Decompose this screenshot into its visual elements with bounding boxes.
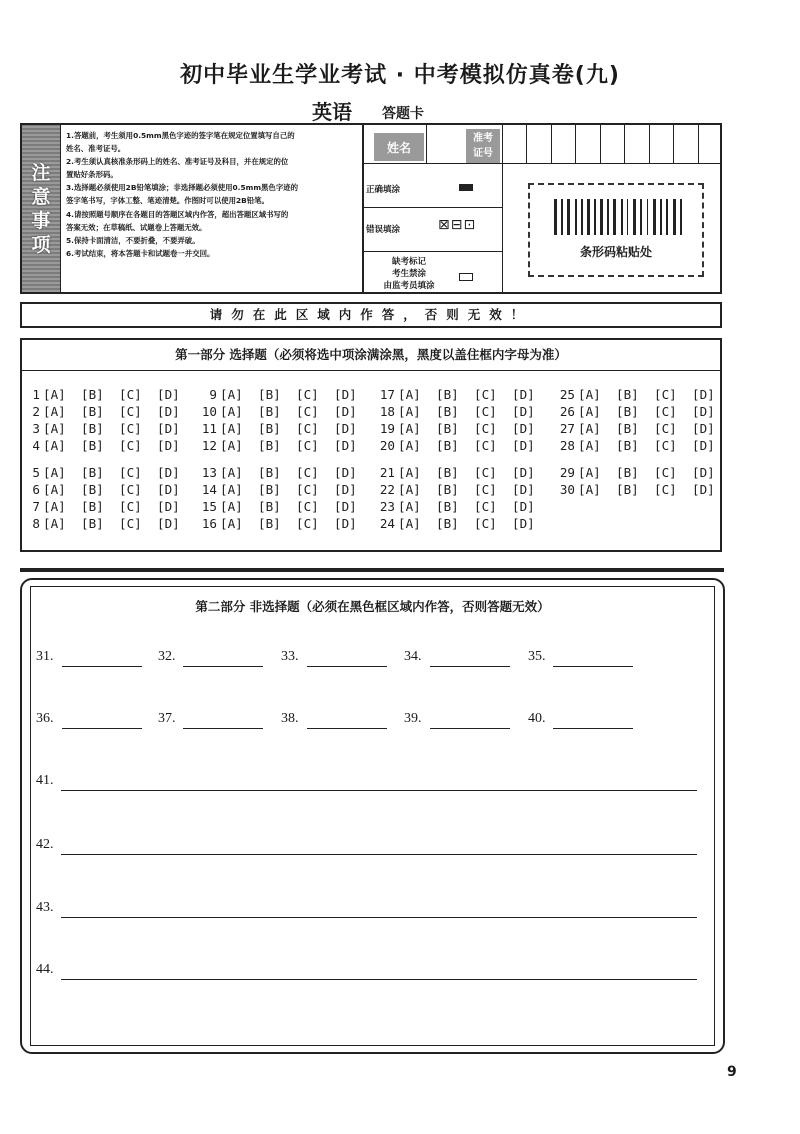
rule-line: 4.请按照题号顺序在各题目的答题区域内作答，超出答题区域书写的	[66, 209, 289, 219]
answer-blank-31[interactable]	[62, 666, 142, 667]
question-27-row	[557, 421, 730, 436]
option-bubble-b[interactable]: [B]	[258, 387, 281, 402]
option-bubble-b[interactable]: [B]	[436, 438, 459, 453]
option-bubble-d[interactable]: [D]	[512, 482, 535, 497]
option-bubble-d[interactable]: [D]	[157, 404, 180, 419]
answer-blank-33[interactable]	[307, 666, 387, 667]
option-bubble-b[interactable]: [B]	[436, 482, 459, 497]
option-bubble-a[interactable]: [A]	[43, 387, 66, 402]
question-number: 30	[559, 482, 575, 497]
option-bubble-a[interactable]: [A]	[398, 438, 421, 453]
option-bubble-a[interactable]: [A]	[398, 516, 421, 531]
option-bubble-b[interactable]: [B]	[81, 421, 104, 436]
option-bubble-b[interactable]: [B]	[81, 438, 104, 453]
digit-cell[interactable]	[649, 125, 673, 163]
divider	[362, 251, 502, 252]
digit-cell[interactable]	[551, 125, 575, 163]
question-12-row	[199, 438, 372, 453]
option-bubble-c[interactable]: [C]	[119, 482, 142, 497]
answer-blank-41[interactable]	[61, 790, 697, 791]
blank-label: 42.	[36, 837, 54, 852]
option-bubble-a[interactable]: [A]	[43, 404, 66, 419]
answer-card-label: 答题卡	[382, 106, 424, 122]
part2-section	[20, 578, 725, 1054]
option-bubble-a[interactable]: [A]	[220, 482, 243, 497]
question-17-row	[377, 387, 550, 402]
option-bubble-c[interactable]: [C]	[474, 482, 497, 497]
question-7-row	[28, 499, 195, 514]
option-bubble-c[interactable]: [C]	[296, 438, 319, 453]
rule-line: 姓名、准考证号。	[66, 144, 126, 154]
digit-cell[interactable]	[575, 125, 599, 163]
option-bubble-a[interactable]: [A]	[220, 421, 243, 436]
blank-label: 39.	[404, 711, 422, 726]
rule-line: 答案无效；在草稿纸、试题卷上答题无效。	[66, 222, 207, 232]
option-bubble-d[interactable]: [D]	[512, 499, 535, 514]
question-number: 22	[379, 482, 395, 497]
option-bubble-c[interactable]: [C]	[119, 499, 142, 514]
question-10-row	[199, 404, 372, 419]
answer-blank-35[interactable]	[553, 666, 633, 667]
question-number: 13	[201, 465, 217, 480]
question-29-row	[557, 465, 730, 480]
option-bubble-c[interactable]: [C]	[474, 438, 497, 453]
option-bubble-b[interactable]: [B]	[436, 516, 459, 531]
blank-label: 32.	[158, 649, 176, 664]
option-bubble-a[interactable]: [A]	[43, 482, 66, 497]
option-bubble-a[interactable]: [A]	[43, 465, 66, 480]
question-30-row	[557, 482, 730, 497]
option-bubble-d[interactable]: [D]	[157, 499, 180, 514]
question-8-row	[28, 516, 195, 531]
option-bubble-d[interactable]: [D]	[334, 516, 357, 531]
option-bubble-a[interactable]: [A]	[43, 421, 66, 436]
option-bubble-c[interactable]: [C]	[119, 465, 142, 480]
rule-line: 1.答题前，考生须用0.5mm黑色字迹的签字笔在规定位置填写自己的	[66, 131, 295, 140]
option-bubble-c[interactable]: [C]	[654, 421, 677, 436]
option-bubble-a[interactable]: [A]	[220, 438, 243, 453]
question-3-row	[28, 421, 195, 436]
question-number: 12	[201, 438, 217, 453]
rule-line: 签字笔书写，字体工整、笔迹清楚。作图时可以使用2B铅笔。	[66, 196, 269, 206]
option-bubble-a[interactable]: [A]	[578, 438, 601, 453]
question-number: 17	[379, 387, 395, 402]
absent-checkbox[interactable]	[459, 273, 473, 281]
option-bubble-b[interactable]: [B]	[616, 482, 639, 497]
option-bubble-a[interactable]: [A]	[220, 387, 243, 402]
option-bubble-b[interactable]: [B]	[81, 499, 104, 514]
question-21-row	[377, 465, 550, 480]
option-bubble-c[interactable]: [C]	[654, 465, 677, 480]
option-bubble-b[interactable]: [B]	[436, 499, 459, 514]
option-bubble-b[interactable]: [B]	[616, 421, 639, 436]
question-number: 18	[379, 404, 395, 419]
question-11-row	[199, 421, 372, 436]
correct-fill-sample	[459, 184, 473, 191]
question-20-row	[377, 438, 550, 453]
option-bubble-a[interactable]: [A]	[398, 404, 421, 419]
wrong-fill-sample: ⊠⊟⊡	[438, 217, 477, 233]
option-bubble-b[interactable]: [B]	[81, 387, 104, 402]
question-number: 7	[32, 499, 40, 514]
option-bubble-b[interactable]: [B]	[258, 482, 281, 497]
answer-blank-32[interactable]	[183, 666, 263, 667]
question-number: 6	[32, 482, 40, 497]
option-bubble-a[interactable]: [A]	[220, 465, 243, 480]
question-number: 23	[379, 499, 395, 514]
option-bubble-a[interactable]: [A]	[578, 387, 601, 402]
answer-blank-39[interactable]	[430, 728, 510, 729]
option-bubble-c[interactable]: [C]	[119, 421, 142, 436]
option-bubble-c[interactable]: [C]	[296, 465, 319, 480]
question-26-row	[557, 404, 730, 419]
question-5-row	[28, 465, 195, 480]
part1-section	[20, 338, 722, 552]
option-bubble-a[interactable]: [A]	[578, 482, 601, 497]
option-bubble-c[interactable]: [C]	[296, 404, 319, 419]
blank-label: 41.	[36, 773, 54, 788]
exam-info-box	[20, 123, 722, 294]
option-bubble-d[interactable]: [D]	[512, 465, 535, 480]
question-22-row	[377, 482, 550, 497]
rule-line: 2.考生须认真核准条形码上的姓名、准考证号及科目，并在规定的位	[66, 157, 289, 167]
digit-cell[interactable]	[698, 125, 722, 163]
option-bubble-b[interactable]: [B]	[258, 404, 281, 419]
question-number: 25	[559, 387, 575, 402]
question-number: 1	[32, 387, 40, 402]
option-bubble-c[interactable]: [C]	[474, 404, 497, 419]
barcode-icon	[554, 199, 682, 235]
option-bubble-b[interactable]: [B]	[436, 387, 459, 402]
question-number: 10	[201, 404, 217, 419]
question-number: 24	[379, 516, 395, 531]
option-bubble-c[interactable]: [C]	[654, 387, 677, 402]
option-bubble-c[interactable]: [C]	[296, 482, 319, 497]
question-number: 4	[32, 438, 40, 453]
option-bubble-a[interactable]: [A]	[398, 482, 421, 497]
answer-blank-37[interactable]	[183, 728, 263, 729]
blank-label: 36.	[36, 711, 54, 726]
question-number: 19	[379, 421, 395, 436]
wrong-fill-label: 错误填涂	[366, 225, 401, 235]
blank-label: 44.	[36, 962, 54, 977]
question-number: 5	[32, 465, 40, 480]
option-bubble-d[interactable]: [D]	[334, 387, 357, 402]
question-15-row	[199, 499, 372, 514]
option-bubble-b[interactable]: [B]	[258, 516, 281, 531]
option-bubble-a[interactable]: [A]	[578, 465, 601, 480]
question-19-row	[377, 421, 550, 436]
option-bubble-b[interactable]: [B]	[81, 404, 104, 419]
option-bubble-b[interactable]: [B]	[81, 482, 104, 497]
option-bubble-b[interactable]: [B]	[81, 465, 104, 480]
option-bubble-a[interactable]: [A]	[398, 499, 421, 514]
blank-label: 34.	[404, 649, 422, 664]
page-title: 初中毕业生学业考试 · 中考模拟仿真卷(九)	[180, 63, 620, 88]
question-number: 9	[209, 387, 217, 402]
subject-label: 英语	[312, 100, 352, 124]
exam-number-label: 准考 证号	[466, 129, 500, 163]
option-bubble-b[interactable]: [B]	[436, 421, 459, 436]
question-number: 20	[379, 438, 395, 453]
question-25-row	[557, 387, 730, 402]
option-bubble-a[interactable]: [A]	[578, 404, 601, 419]
option-bubble-c[interactable]: [C]	[119, 387, 142, 402]
part2-answer-frame	[30, 586, 715, 1046]
option-bubble-b[interactable]: [B]	[258, 438, 281, 453]
option-bubble-c[interactable]: [C]	[296, 516, 319, 531]
option-bubble-a[interactable]: [A]	[43, 438, 66, 453]
option-bubble-c[interactable]: [C]	[474, 499, 497, 514]
option-bubble-a[interactable]: [A]	[43, 499, 66, 514]
option-bubble-d[interactable]: [D]	[692, 465, 715, 480]
option-bubble-c[interactable]: [C]	[119, 404, 142, 419]
question-number: 14	[201, 482, 217, 497]
option-bubble-d[interactable]: [D]	[512, 516, 535, 531]
absent-mark-label: 缺考标记 考生禁涂 由监考员填涂	[383, 257, 435, 291]
option-bubble-b[interactable]: [B]	[616, 404, 639, 419]
option-bubble-a[interactable]: [A]	[43, 516, 66, 531]
option-bubble-b[interactable]: [B]	[436, 404, 459, 419]
rule-line: 6.考试结束，将本答题卡和试题卷一并交回。	[66, 248, 215, 258]
name-label: 姓名	[374, 133, 424, 161]
question-number: 27	[559, 421, 575, 436]
notice-side-label: 注 意 事 项	[22, 125, 61, 292]
question-1-row	[28, 387, 195, 402]
option-bubble-c[interactable]: [C]	[654, 482, 677, 497]
question-6-row	[28, 482, 195, 497]
blank-label: 35.	[528, 649, 546, 664]
answer-blank-36[interactable]	[62, 728, 142, 729]
correct-fill-label: 正确填涂	[366, 185, 401, 195]
question-2-row	[28, 404, 195, 419]
option-bubble-d[interactable]: [D]	[157, 387, 180, 402]
option-bubble-d[interactable]: [D]	[334, 438, 357, 453]
option-bubble-c[interactable]: [C]	[474, 465, 497, 480]
question-28-row	[557, 438, 730, 453]
no-answer-warning: 请勿在此区域内作答，否则无效！	[20, 302, 722, 328]
blank-label: 33.	[281, 649, 299, 664]
option-bubble-c[interactable]: [C]	[474, 387, 497, 402]
answer-blank-40[interactable]	[553, 728, 633, 729]
barcode-label: 条形码粘贴处	[579, 245, 652, 259]
notice-rules	[66, 129, 366, 260]
exam-number-grid[interactable]	[502, 125, 722, 163]
option-bubble-d[interactable]: [D]	[157, 482, 180, 497]
option-bubble-b[interactable]: [B]	[436, 465, 459, 480]
option-bubble-d[interactable]: [D]	[157, 516, 180, 531]
option-bubble-d[interactable]: [D]	[692, 438, 715, 453]
question-number: 16	[201, 516, 217, 531]
option-bubble-d[interactable]: [D]	[334, 404, 357, 419]
option-bubble-c[interactable]: [C]	[474, 421, 497, 436]
question-number: 21	[379, 465, 395, 480]
rule-line: 5.保持卡面清洁，不要折叠，不要弄破。	[66, 235, 200, 245]
divider	[362, 207, 502, 208]
question-number: 28	[559, 438, 575, 453]
option-bubble-d[interactable]: [D]	[334, 465, 357, 480]
option-bubble-c[interactable]: [C]	[296, 499, 319, 514]
question-24-row	[377, 516, 550, 531]
blank-label: 40.	[528, 711, 546, 726]
option-bubble-b[interactable]: [B]	[258, 499, 281, 514]
question-number: 3	[32, 421, 40, 436]
part2-title: 第二部分 非选择题（必须在黑色框区域内作答，否则答题无效）	[195, 599, 550, 614]
blank-label: 43.	[36, 900, 54, 915]
option-bubble-c[interactable]: [C]	[654, 438, 677, 453]
option-bubble-b[interactable]: [B]	[258, 421, 281, 436]
option-bubble-d[interactable]: [D]	[692, 387, 715, 402]
question-number: 11	[201, 421, 217, 436]
option-bubble-c[interactable]: [C]	[296, 421, 319, 436]
option-bubble-b[interactable]: [B]	[616, 438, 639, 453]
question-14-row	[199, 482, 372, 497]
option-bubble-d[interactable]: [D]	[334, 499, 357, 514]
option-bubble-d[interactable]: [D]	[157, 438, 180, 453]
option-bubble-d[interactable]: [D]	[334, 421, 357, 436]
option-bubble-d[interactable]: [D]	[692, 482, 715, 497]
option-bubble-b[interactable]: [B]	[616, 387, 639, 402]
question-number: 8	[32, 516, 40, 531]
option-bubble-a[interactable]: [A]	[398, 387, 421, 402]
question-number: 15	[201, 499, 217, 514]
option-bubble-d[interactable]: [D]	[334, 482, 357, 497]
question-13-row	[199, 465, 372, 480]
part1-title: 第一部分 选择题（必须将选中项涂满涂黑，黑度以盖住框内字母为准）	[22, 340, 720, 371]
option-bubble-b[interactable]: [B]	[616, 465, 639, 480]
option-bubble-d[interactable]: [D]	[692, 421, 715, 436]
blank-label: 31.	[36, 649, 54, 664]
option-bubble-d[interactable]: [D]	[512, 404, 535, 419]
option-bubble-a[interactable]: [A]	[220, 516, 243, 531]
page-number: 9	[727, 1064, 737, 1080]
rule-line: 置贴好条形码。	[66, 170, 118, 180]
option-bubble-d[interactable]: [D]	[157, 465, 180, 480]
question-number: 29	[559, 465, 575, 480]
option-bubble-b[interactable]: [B]	[258, 465, 281, 480]
option-bubble-a[interactable]: [A]	[220, 499, 243, 514]
question-23-row	[377, 499, 550, 514]
answer-blank-42[interactable]	[61, 854, 697, 855]
question-4-row	[28, 438, 195, 453]
option-bubble-d[interactable]: [D]	[512, 421, 535, 436]
option-bubble-d[interactable]: [D]	[512, 438, 535, 453]
answer-blank-38[interactable]	[307, 728, 387, 729]
option-bubble-b[interactable]: [B]	[81, 516, 104, 531]
digit-cell[interactable]	[502, 125, 526, 163]
option-bubble-c[interactable]: [C]	[654, 404, 677, 419]
option-bubble-a[interactable]: [A]	[398, 465, 421, 480]
question-number: 26	[559, 404, 575, 419]
option-bubble-c[interactable]: [C]	[119, 516, 142, 531]
digit-cell[interactable]	[600, 125, 624, 163]
question-number: 2	[32, 404, 40, 419]
option-bubble-d[interactable]: [D]	[157, 421, 180, 436]
option-bubble-d[interactable]: [D]	[512, 387, 535, 402]
option-bubble-c[interactable]: [C]	[296, 387, 319, 402]
digit-cell[interactable]	[673, 125, 697, 163]
divider	[362, 163, 720, 164]
option-bubble-a[interactable]: [A]	[398, 421, 421, 436]
blank-label: 38.	[281, 711, 299, 726]
rule-line: 3.选择题必须使用2B铅笔填涂；非选择题必须使用0.5mm黑色字迹的	[66, 183, 298, 193]
blank-label: 37.	[158, 711, 176, 726]
answer-blank-44[interactable]	[61, 979, 697, 980]
digit-cell[interactable]	[624, 125, 648, 163]
option-bubble-a[interactable]: [A]	[220, 404, 243, 419]
question-18-row	[377, 404, 550, 419]
name-field[interactable]	[426, 125, 465, 163]
section-separator	[20, 568, 724, 572]
option-bubble-c[interactable]: [C]	[119, 438, 142, 453]
question-16-row	[199, 516, 372, 531]
option-bubble-c[interactable]: [C]	[474, 516, 497, 531]
option-bubble-d[interactable]: [D]	[692, 404, 715, 419]
digit-cell[interactable]	[526, 125, 550, 163]
barcode-area	[528, 183, 704, 277]
question-9-row	[199, 387, 372, 402]
divider	[502, 163, 503, 292]
option-bubble-a[interactable]: [A]	[578, 421, 601, 436]
answer-blank-43[interactable]	[61, 917, 697, 918]
answer-blank-34[interactable]	[430, 666, 510, 667]
